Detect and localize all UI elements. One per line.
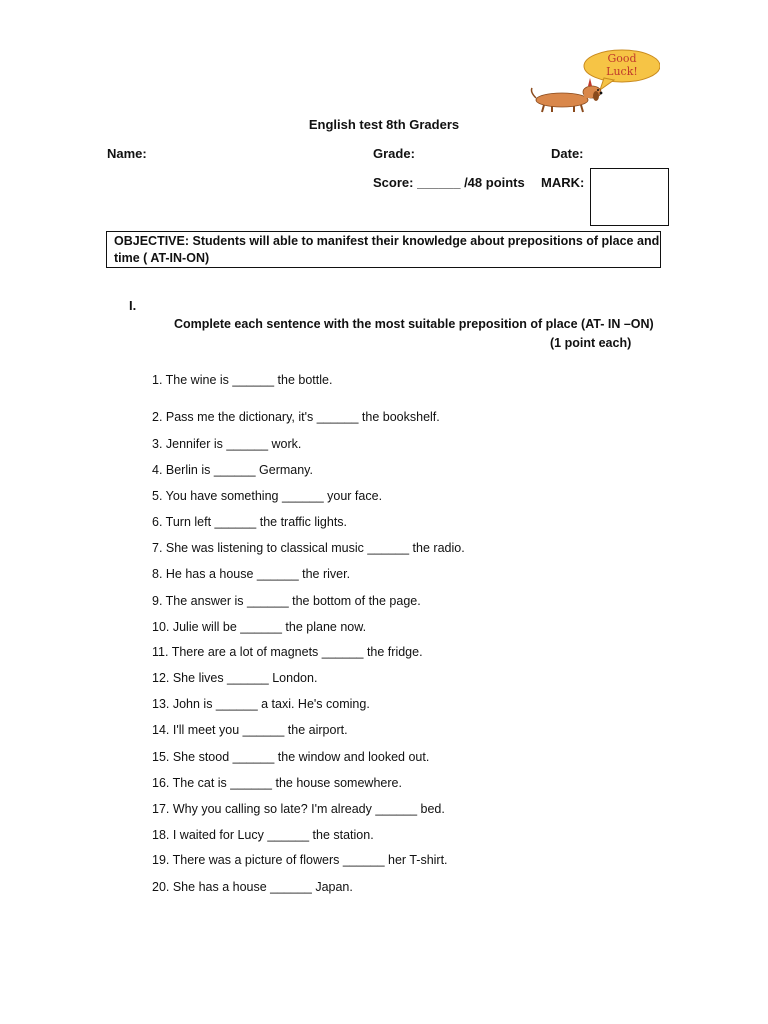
question-item: 5. You have something ______ your face. (152, 489, 383, 503)
page-title: English test 8th Graders (308, 117, 460, 132)
question-item: 7. She was listening to classical music ______ the radio. (152, 541, 465, 555)
good-text: Good (607, 52, 637, 65)
question-item: 4. Berlin is ______ Germany. (152, 463, 313, 477)
mark-box (590, 168, 669, 226)
question-item: 18. I waited for Lucy ______ the station. (152, 828, 374, 842)
question-item: 16. The cat is ______ the house somewhere. (152, 776, 402, 790)
grade-label: Grade: (373, 146, 415, 161)
question-item: 8. He has a house ______ the river. (152, 567, 351, 581)
question-item: 19. There was a picture of flowers ______ her T-shirt. (152, 853, 448, 867)
dachshund-icon (532, 78, 603, 112)
good-luck-logo (526, 48, 660, 114)
name-label: Name: (107, 146, 147, 161)
question-item: 17. Why you calling so late? I'm already ______ bed. (152, 802, 445, 816)
objective-box: OBJECTIVE: Students will able to manifest their knowledge about prepositions of place and time ( AT-IN-ON) (106, 231, 661, 268)
date-label: Date: (551, 146, 584, 161)
question-item: 3. Jennifer is ______ work. (152, 437, 302, 451)
question-item: 15. She stood ______ the window and looked out. (152, 750, 430, 764)
question-item: 1. The wine is ______ the bottle. (152, 373, 333, 387)
score-label: Score: ______ /48 points (373, 175, 525, 190)
question-item: 11. There are a lot of magnets ______ the fridge. (152, 645, 423, 659)
question-item: 13. John is ______ a taxi. He's coming. (152, 697, 370, 711)
section-instruction: Complete each sentence with the most suitable preposition of place (AT- IN –ON) (174, 317, 654, 331)
question-item: 9. The answer is ______ the bottom of the page. (152, 594, 421, 608)
question-item: 20. She has a house ______ Japan. (152, 880, 353, 894)
points-note: (1 point each) (550, 336, 632, 350)
question-item: 6. Turn left ______ the traffic lights. (152, 515, 348, 529)
question-item: 14. I'll meet you ______ the airport. (152, 723, 348, 737)
speech-bubble (584, 50, 660, 90)
question-item: 12. She lives ______ London. (152, 671, 318, 685)
section-number: I. (129, 298, 137, 313)
question-item: 10. Julie will be ______ the plane now. (152, 620, 367, 634)
mark-label: MARK: (541, 175, 585, 190)
question-item: 2. Pass me the dictionary, it's ______ the bookshelf. (152, 410, 440, 424)
luck-text: Luck! (606, 65, 638, 78)
